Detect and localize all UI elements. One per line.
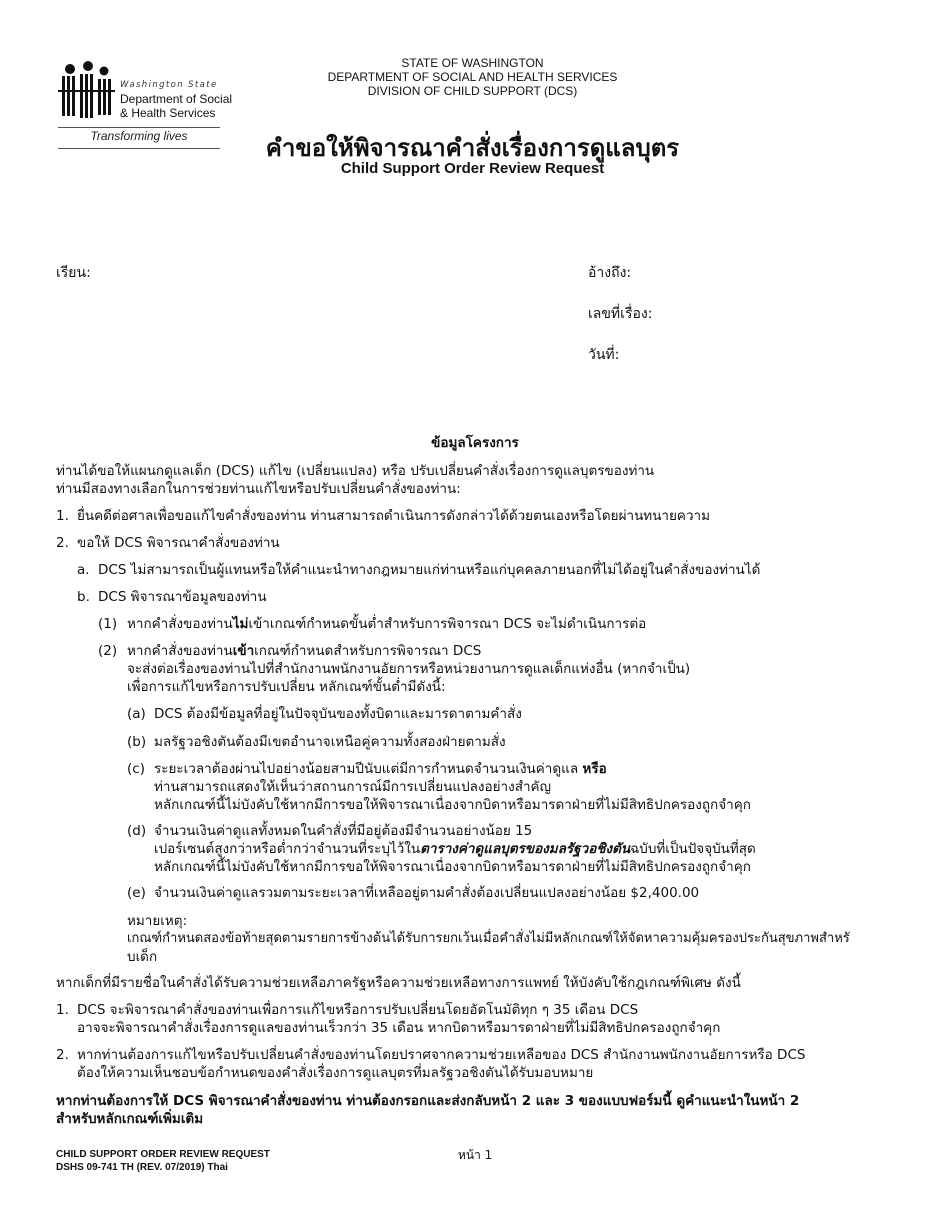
item-b2-line-3: เพื่อการแก้ไขหรือการปรับเปลี่ยน หลักเณฑ์ขั้นต่ำมีดังนี้: — [127, 679, 446, 695]
logo-divider — [58, 127, 220, 128]
criteria-d-line-2: เปอร์เซนต์สูงกว่าหรือต่ำกว่าจำนวนที่ระบุไว้ในตารางค่าดูแลบุตรของมลรัฐวอชิงตันฉบับที่เป็นปัจจุบันที่สุด — [154, 841, 756, 857]
criteria-c-line-3: หลักเกณฑ์นี้ไม่บังคับใช้หากมีการขอให้พิจารณาเนื่องจากบิดาหรือมารดาฝ่ายที่ไม่มีสิทธิปกครองถูกจำคุก — [154, 797, 751, 813]
section-heading: ข้อมูลโครงการ — [431, 435, 519, 451]
option-1-text: ยื่นคดีต่อศาลเพื่อขอแก้ไขคำสั่งของท่าน ท่านสามารถดำเนินการดังกล่าวได้ด้วยตนเองหรือโดยผ่านทนายความ — [77, 508, 711, 524]
to-label: เรียน: — [56, 265, 91, 281]
criteria-b-number: (b) — [127, 734, 147, 750]
criteria-e-number: (e) — [127, 885, 146, 901]
special-2-line-2: ต้องให้ความเห็นชอบข้อกำหนดของคำสั่งเรื่องการดูแลบุตรที่มลรัฐวอชิงตันได้รับมอบหมาย — [77, 1065, 594, 1081]
option-2-number: 2. — [56, 535, 69, 551]
special-1-line-2: อาจจะพิจารณาคำสั่งเรื่องการดูแลของท่านเร็วกว่า 35 เดือน หากบิดาหรือมารดาฝ่ายที่ไม่มีสิทธิปกครองถูกจำคุก — [77, 1020, 721, 1036]
item-b1-number: (1) — [98, 616, 118, 632]
criteria-a-text: DCS ต้องมีข้อมูลที่อยู่ในปัจจุบันของทั้งบิดาและมารดาตามคำสั่ง — [154, 706, 522, 722]
date-label: วันที่: — [588, 347, 620, 363]
criteria-c-line-2: ท่านสามารถแสดงให้เห็นว่าสถานการณ์มีการเปลี่ยนแปลงอย่างสำคัญ — [154, 779, 552, 795]
item-b-text: DCS พิจารณาข้อมูลของท่าน — [98, 589, 267, 605]
item-b2-line-1: หากคำสั่งของท่านเข้าเกณฑ์กำหนดสำหรับการพิจารณา DCS — [127, 643, 482, 659]
note-label: หมายเหตุ: — [127, 913, 188, 929]
header-department: DEPARTMENT OF SOCIAL AND HEALTH SERVICES — [327, 70, 618, 84]
criteria-d-line-1: จำนวนเงินค่าดูแลทั้งหมดในคำสั่งที่มีอยู่ต้องมีจำนวนอย่างน้อย 15 — [154, 823, 533, 839]
logo-tagline: Transforming lives — [90, 129, 188, 143]
item-a-letter: a. — [77, 562, 90, 578]
option-1-number: 1. — [56, 508, 69, 524]
washington-child-support-schedule: ตารางค่าดูแลบุตรของมลรัฐวอชิงตัน — [420, 841, 631, 857]
criteria-c-number: (c) — [127, 761, 145, 777]
logo-dept-text: Department of Social & Health Services — [120, 92, 233, 120]
special-2-line-1: หากท่านต้องการแก้ไขหรือปรับเปลี่ยนคำสั่งของท่านโดยปราศจากความช่วยเหลือของ DCS สำนักงานพนักงานอัยการหรือ DCS — [77, 1047, 806, 1063]
agency-header — [250, 56, 695, 98]
closing-line-2: สำหรับหลักเกณฑ์เพิ่มเติม — [56, 1111, 204, 1127]
option-2-text: ขอให้ DCS พิจารณาคำสั่งของท่าน — [77, 535, 280, 551]
family-logo-icon — [58, 60, 116, 122]
special-1-number: 1. — [56, 1002, 69, 1018]
special-rules-intro: หากเด็กที่มีรายชื่อในคำสั่งได้รับความช่วยเหลือภาครัฐหรือความช่วยเหลือทางการแพทย์ ให้บังคับใช้กฎเกณฑ์พิเศษ ดังนี้ — [56, 975, 741, 991]
page-title-thai: คำขอให้พิจารณาคำสั่งเรื่องการดูแลบุตร — [265, 134, 680, 162]
criteria-a-number: (a) — [127, 706, 146, 722]
intro-line-2: ท่านมีสองทางเลือกในการช่วยท่านแก้ไขหรือปรับเปลี่ยนคำสั่งของท่าน: — [56, 481, 461, 497]
closing-line-1: หากท่านต้องการให้ DCS พิจารณาคำสั่งของท่าน ท่านต้องกรอกและส่งกลับหน้า 2 และ 3 ของแบบฟอร์มนี้ ดูคำแนะนำในหน้า 2 — [56, 1093, 800, 1109]
item-a-text: DCS ไม่สามารถเป็นผู้แทนหรือให้คำแนะนำทางกฎหมายแก่ท่านหรือแก่บุคคลภายนอกที่ไม่ได้อยู่ในคำสั่งของท่านได้ — [98, 562, 761, 578]
criteria-c-line-1: ระยะเวลาต้องผ่านไปอย่างน้อยสามปีนับแต่มีการกำหนดจำนวนเงินค่าดูแล หรือ — [154, 761, 607, 777]
footer-form-title: CHILD SUPPORT ORDER REVIEW REQUEST — [56, 1149, 270, 1160]
criteria-d-number: (d) — [127, 823, 147, 839]
criteria-e-text: จำนวนเงินค่าดูแลรวมตามระยะเวลาที่เหลืออยู่ตามคำสั่งต้องเปลี่ยนแปลงอย่างน้อย $2,400.00 — [154, 885, 700, 901]
special-1-line-1: DCS จะพิจารณาคำสั่งของท่านเพื่อการแก้ไขหรือการปรับเปลี่ยนโดยอัตโนมัติทุก ๆ 35 เดือน DCS — [77, 1002, 639, 1018]
item-b2-number: (2) — [98, 643, 118, 659]
item-b2-line-2: จะส่งต่อเรื่องของท่านไปที่สำนักงานพนักงานอัยการหรือหน่วยงานการดูแลเด็กแห่งอื่น (หากจำเป็น) — [127, 661, 691, 677]
logo-state-text: Washington State — [120, 80, 218, 90]
dshs-logo — [58, 60, 233, 152]
item-b-letter: b. — [77, 589, 90, 605]
criteria-d-line-3: หลักเกณฑ์นี้ไม่บังคับใช้หากมีการขอให้พิจารณาเนื่องจากบิดาหรือมารดาฝ่ายที่ไม่มีสิทธิปกครองถูกจำคุก — [154, 859, 751, 875]
logo-divider-bottom — [58, 148, 220, 149]
re-label: อ้างถึง: — [588, 265, 632, 281]
criteria-b-text: มลรัฐวอชิงตันต้องมีเขตอำนาจเหนือคู่ความทั้งสองฝ่ายตามสั่ง — [154, 734, 506, 750]
header-state: STATE OF WASHINGTON — [401, 56, 544, 70]
page-title-english: Child Support Order Review Request — [340, 160, 605, 177]
intro-line-1: ท่านได้ขอให้แผนกดูแลเด็ก (DCS) แก้ไข (เปลี่ยนแปลง) หรือ ปรับเปลี่ยนคำสั่งเรื่องการดูแลบุตรของท่าน — [56, 463, 655, 479]
note-line-2: บเด็ก — [127, 949, 158, 965]
header-division: DIVISION OF CHILD SUPPORT (DCS) — [367, 84, 578, 98]
case-number-label: เลขที่เรื่อง: — [588, 306, 653, 322]
item-b1-text: หากคำสั่งของท่านไม่เข้าเกณฑ์กำหนดขั้นต่ำสำหรับการพิจารณา DCS จะไม่ดำเนินการต่อ — [127, 616, 647, 632]
note-line-1: เกณฑ์กำหนดสองข้อท้ายสุดตามรายการข้างต้นได้รับการยกเว้นเมื่อคำสั่งไม่มีหลักเกณฑ์ให้จัดหาความคุ้มครองประกันสุขภาพสำหรั — [127, 931, 850, 946]
special-2-number: 2. — [56, 1047, 69, 1063]
footer-form-number: DSHS 09-741 TH (REV. 07/2019) Thai — [56, 1162, 228, 1173]
footer-page-number: หน้า 1 — [458, 1148, 493, 1162]
